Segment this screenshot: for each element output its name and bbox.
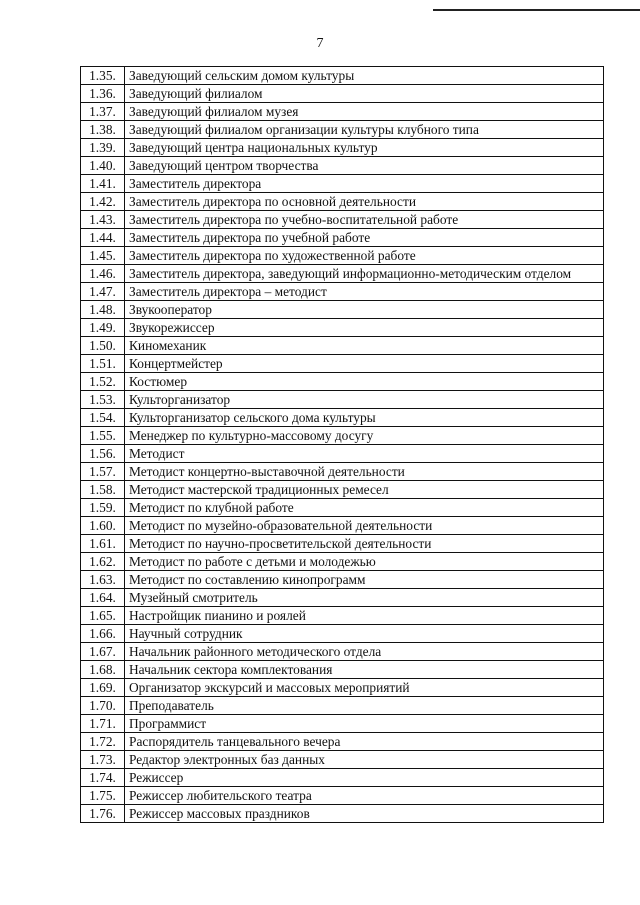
row-number: 1.69. bbox=[81, 679, 125, 697]
position-title: Заместитель директора по художественной работе bbox=[125, 247, 604, 265]
row-number: 1.62. bbox=[81, 553, 125, 571]
position-title: Заместитель директора bbox=[125, 175, 604, 193]
position-title: Звукооператор bbox=[125, 301, 604, 319]
row-number: 1.65. bbox=[81, 607, 125, 625]
row-number: 1.60. bbox=[81, 517, 125, 535]
row-number: 1.53. bbox=[81, 391, 125, 409]
row-number: 1.56. bbox=[81, 445, 125, 463]
position-title: Начальник районного методического отдела bbox=[125, 643, 604, 661]
row-number: 1.72. bbox=[81, 733, 125, 751]
table-row bbox=[81, 733, 604, 751]
row-number: 1.51. bbox=[81, 355, 125, 373]
position-title: Заведующий центра национальных культур bbox=[125, 139, 604, 157]
table-row bbox=[81, 121, 604, 139]
table-row bbox=[81, 571, 604, 589]
row-number: 1.55. bbox=[81, 427, 125, 445]
row-number: 1.35. bbox=[81, 67, 125, 85]
position-title: Менеджер по культурно-массовому досугу bbox=[125, 427, 604, 445]
row-number: 1.66. bbox=[81, 625, 125, 643]
table-row bbox=[81, 67, 604, 85]
position-title: Режиссер любительского театра bbox=[125, 787, 604, 805]
table-row bbox=[81, 607, 604, 625]
position-title: Заместитель директора по учебной работе bbox=[125, 229, 604, 247]
table-row bbox=[81, 355, 604, 373]
row-number: 1.42. bbox=[81, 193, 125, 211]
position-title: Музейный смотритель bbox=[125, 589, 604, 607]
table-row bbox=[81, 103, 604, 121]
position-title: Преподаватель bbox=[125, 697, 604, 715]
row-number: 1.76. bbox=[81, 805, 125, 823]
positions-table-body bbox=[81, 67, 604, 823]
row-number: 1.74. bbox=[81, 769, 125, 787]
table-row bbox=[81, 481, 604, 499]
table-row bbox=[81, 337, 604, 355]
position-title: Начальник сектора комплектования bbox=[125, 661, 604, 679]
row-number: 1.64. bbox=[81, 589, 125, 607]
row-number: 1.46. bbox=[81, 265, 125, 283]
position-title: Настройщик пианино и роялей bbox=[125, 607, 604, 625]
table-row bbox=[81, 751, 604, 769]
row-number: 1.48. bbox=[81, 301, 125, 319]
row-number: 1.50. bbox=[81, 337, 125, 355]
row-number: 1.61. bbox=[81, 535, 125, 553]
row-number: 1.37. bbox=[81, 103, 125, 121]
row-number: 1.36. bbox=[81, 85, 125, 103]
position-title: Костюмер bbox=[125, 373, 604, 391]
table-row bbox=[81, 517, 604, 535]
row-number: 1.47. bbox=[81, 283, 125, 301]
table-row bbox=[81, 661, 604, 679]
table-row bbox=[81, 265, 604, 283]
table-row bbox=[81, 499, 604, 517]
table-row bbox=[81, 85, 604, 103]
table-row bbox=[81, 157, 604, 175]
position-title: Методист по научно-просветительской деятельности bbox=[125, 535, 604, 553]
header-rule bbox=[433, 9, 640, 11]
table-row bbox=[81, 445, 604, 463]
position-title: Заведующий филиалом организации культуры клубного типа bbox=[125, 121, 604, 139]
table-row bbox=[81, 787, 604, 805]
table-row bbox=[81, 247, 604, 265]
row-number: 1.45. bbox=[81, 247, 125, 265]
row-number: 1.70. bbox=[81, 697, 125, 715]
table-row bbox=[81, 805, 604, 823]
table-row bbox=[81, 193, 604, 211]
table-row bbox=[81, 697, 604, 715]
table-row bbox=[81, 643, 604, 661]
position-title: Заведующий сельским домом культуры bbox=[125, 67, 604, 85]
row-number: 1.38. bbox=[81, 121, 125, 139]
position-title: Киномеханик bbox=[125, 337, 604, 355]
position-title: Заместитель директора, заведующий информационно-методическим отделом bbox=[125, 265, 604, 283]
row-number: 1.54. bbox=[81, 409, 125, 427]
position-title: Научный сотрудник bbox=[125, 625, 604, 643]
row-number: 1.75. bbox=[81, 787, 125, 805]
position-title: Заведующий филиалом bbox=[125, 85, 604, 103]
table-row bbox=[81, 391, 604, 409]
table-row bbox=[81, 409, 604, 427]
row-number: 1.63. bbox=[81, 571, 125, 589]
row-number: 1.57. bbox=[81, 463, 125, 481]
position-title: Звукорежиссер bbox=[125, 319, 604, 337]
table-row bbox=[81, 427, 604, 445]
position-title: Заместитель директора по основной деятельности bbox=[125, 193, 604, 211]
row-number: 1.49. bbox=[81, 319, 125, 337]
position-title: Концертмейстер bbox=[125, 355, 604, 373]
position-title: Культорганизатор bbox=[125, 391, 604, 409]
row-number: 1.58. bbox=[81, 481, 125, 499]
table-row bbox=[81, 319, 604, 337]
position-title: Методист по клубной работе bbox=[125, 499, 604, 517]
position-title: Заместитель директора – методист bbox=[125, 283, 604, 301]
position-title: Режиссер bbox=[125, 769, 604, 787]
position-title: Методист концертно-выставочной деятельности bbox=[125, 463, 604, 481]
position-title: Организатор экскурсий и массовых мероприятий bbox=[125, 679, 604, 697]
table-row bbox=[81, 589, 604, 607]
row-number: 1.73. bbox=[81, 751, 125, 769]
table-row bbox=[81, 463, 604, 481]
position-title: Заведующий филиалом музея bbox=[125, 103, 604, 121]
table-row bbox=[81, 301, 604, 319]
position-title: Методист bbox=[125, 445, 604, 463]
row-number: 1.52. bbox=[81, 373, 125, 391]
table-row bbox=[81, 553, 604, 571]
position-title: Режиссер массовых праздников bbox=[125, 805, 604, 823]
row-number: 1.59. bbox=[81, 499, 125, 517]
table-row bbox=[81, 715, 604, 733]
table-row bbox=[81, 535, 604, 553]
row-number: 1.43. bbox=[81, 211, 125, 229]
position-title: Методист по составлению кинопрограмм bbox=[125, 571, 604, 589]
table-row bbox=[81, 211, 604, 229]
position-title: Заместитель директора по учебно-воспитательной работе bbox=[125, 211, 604, 229]
position-title: Программист bbox=[125, 715, 604, 733]
table-row bbox=[81, 679, 604, 697]
table-row bbox=[81, 283, 604, 301]
position-title: Редактор электронных баз данных bbox=[125, 751, 604, 769]
table-row bbox=[81, 625, 604, 643]
position-title: Распорядитель танцевального вечера bbox=[125, 733, 604, 751]
row-number: 1.71. bbox=[81, 715, 125, 733]
positions-table bbox=[80, 66, 604, 823]
row-number: 1.44. bbox=[81, 229, 125, 247]
row-number: 1.68. bbox=[81, 661, 125, 679]
position-title: Методист по работе с детьми и молодежью bbox=[125, 553, 604, 571]
table-row bbox=[81, 175, 604, 193]
row-number: 1.40. bbox=[81, 157, 125, 175]
position-title: Заведующий центром творчества bbox=[125, 157, 604, 175]
position-title: Методист по музейно-образовательной деятельности bbox=[125, 517, 604, 535]
table-row bbox=[81, 229, 604, 247]
table-row bbox=[81, 373, 604, 391]
position-title: Культорганизатор сельского дома культуры bbox=[125, 409, 604, 427]
row-number: 1.39. bbox=[81, 139, 125, 157]
table-row bbox=[81, 769, 604, 787]
page-number: 7 bbox=[316, 36, 324, 51]
row-number: 1.41. bbox=[81, 175, 125, 193]
position-title: Методист мастерской традиционных ремесел bbox=[125, 481, 604, 499]
row-number: 1.67. bbox=[81, 643, 125, 661]
table-row bbox=[81, 139, 604, 157]
